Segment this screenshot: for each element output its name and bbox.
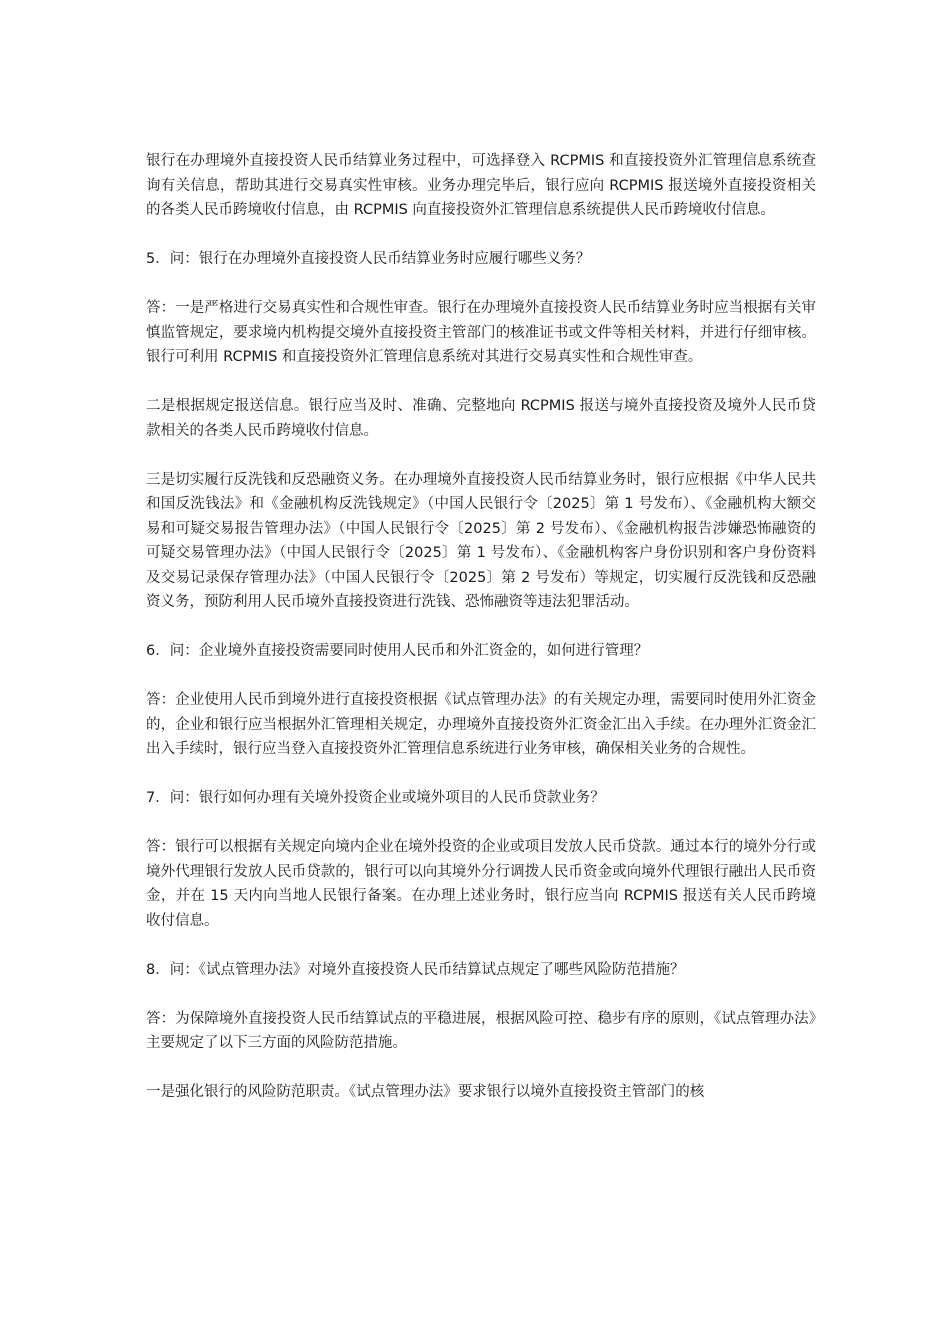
question-6: 6．问：企业境外直接投资需要同时使用人民币和外汇资金的，如何进行管理？	[146, 643, 649, 659]
question-8: 8．问：《试点管理办法》对境外直接投资人民币结算试点规定了哪些风险防范措施？	[146, 961, 685, 978]
paragraph-intro-info-query: 银行在办理境外直接投资人民币结算业务过程中，可选择登入 RCPMIS 和直接投资外汇管理信息系统查询有关信息，帮助其进行交易真实性审核。业务办理完毕后，银行应向 RCPMIS 报送境外直接投资相关的各类人民币跨境收付信息，由 RCPMIS 向直接投资外汇管理信息系统提供人民币跨境收付信息。	[146, 153, 816, 218]
answer-5-part-2: 二是根据规定报送信息。银行应当及时、准确、完整地向 RCPMIS 报送与境外直接投资及境外人民币贷款相关的各类人民币跨境收付信息。	[146, 398, 816, 439]
document-body	[146, 149, 816, 1129]
answer-5-part-3: 三是切实履行反洗钱和反恐融资义务。在办理境外直接投资人民币结算业务时，银行应根据《中华人民共和国反洗钱法》和《金融机构反洗钱规定》（中国人民银行令〔2025〕第 1 号发布）、《金融机构大额交易和可疑交易报告管理办法》（中国人民银行令〔2025〕第 2 号发布）、《金融机构报告涉嫌恐怖融资的可疑交易管理办法》（中国人民银行令〔2025〕第 1 号发布）、《金融机构客户身份识别和客户身份资料及交易记录保存管理办法》（中国人民银行令〔2025〕第 2 号发布）等规定，切实履行反洗钱和反恐融资义务，预防利用人民币境外直接投资进行洗钱、恐怖融资等违法犯罪活动。	[146, 471, 816, 610]
answer-6: 答：企业使用人民币到境外进行直接投资根据《试点管理办法》的有关规定办理，需要同时使用外汇资金的，企业和银行应当根据外汇管理相关规定，办理境外直接投资外汇资金汇出入手续。在办理外汇资金汇出入手续时，银行应当登入直接投资外汇管理信息系统进行业务审核，确保相关业务的合规性。	[146, 692, 816, 757]
answer-7: 答：银行可以根据有关规定向境内企业在境外投资的企业或项目发放人民币贷款。通过本行的境外分行或境外代理银行发放人民币贷款的，银行可以向其境外分行调拨人民币资金或向境外代理银行融出人民币资金，并在 15 天内向当地人民银行备案。在办理上述业务时，银行应当向 RCPMIS 报送有关人民币跨境收付信息。	[146, 839, 816, 929]
answer-5-part-1: 答：一是严格进行交易真实性和合规性审查。银行在办理境外直接投资人民币结算业务时应当根据有关审慎监管规定，要求境内机构提交境外直接投资主管部门的核准证书或文件等相关材料，并进行仔细审核。银行可利用 RCPMIS 和直接投资外汇管理信息系统对其进行交易真实性和合规性审查。	[146, 300, 816, 365]
answer-8-intro: 答：为保障境外直接投资人民币结算试点的平稳进展，根据风险可控、稳步有序的原则，《试点管理办法》主要规定了以下三方面的风险防范措施。	[146, 1010, 816, 1051]
question-7: 7．问：银行如何办理有关境外投资企业或境外项目的人民币贷款业务？	[146, 790, 605, 806]
question-5: 5．问：银行在办理境外直接投资人民币结算业务时应履行哪些义务？	[146, 251, 591, 267]
answer-8-part-1: 一是强化银行的风险防范职责。《试点管理办法》要求银行以境外直接投资主管部门的核	[146, 1084, 705, 1100]
